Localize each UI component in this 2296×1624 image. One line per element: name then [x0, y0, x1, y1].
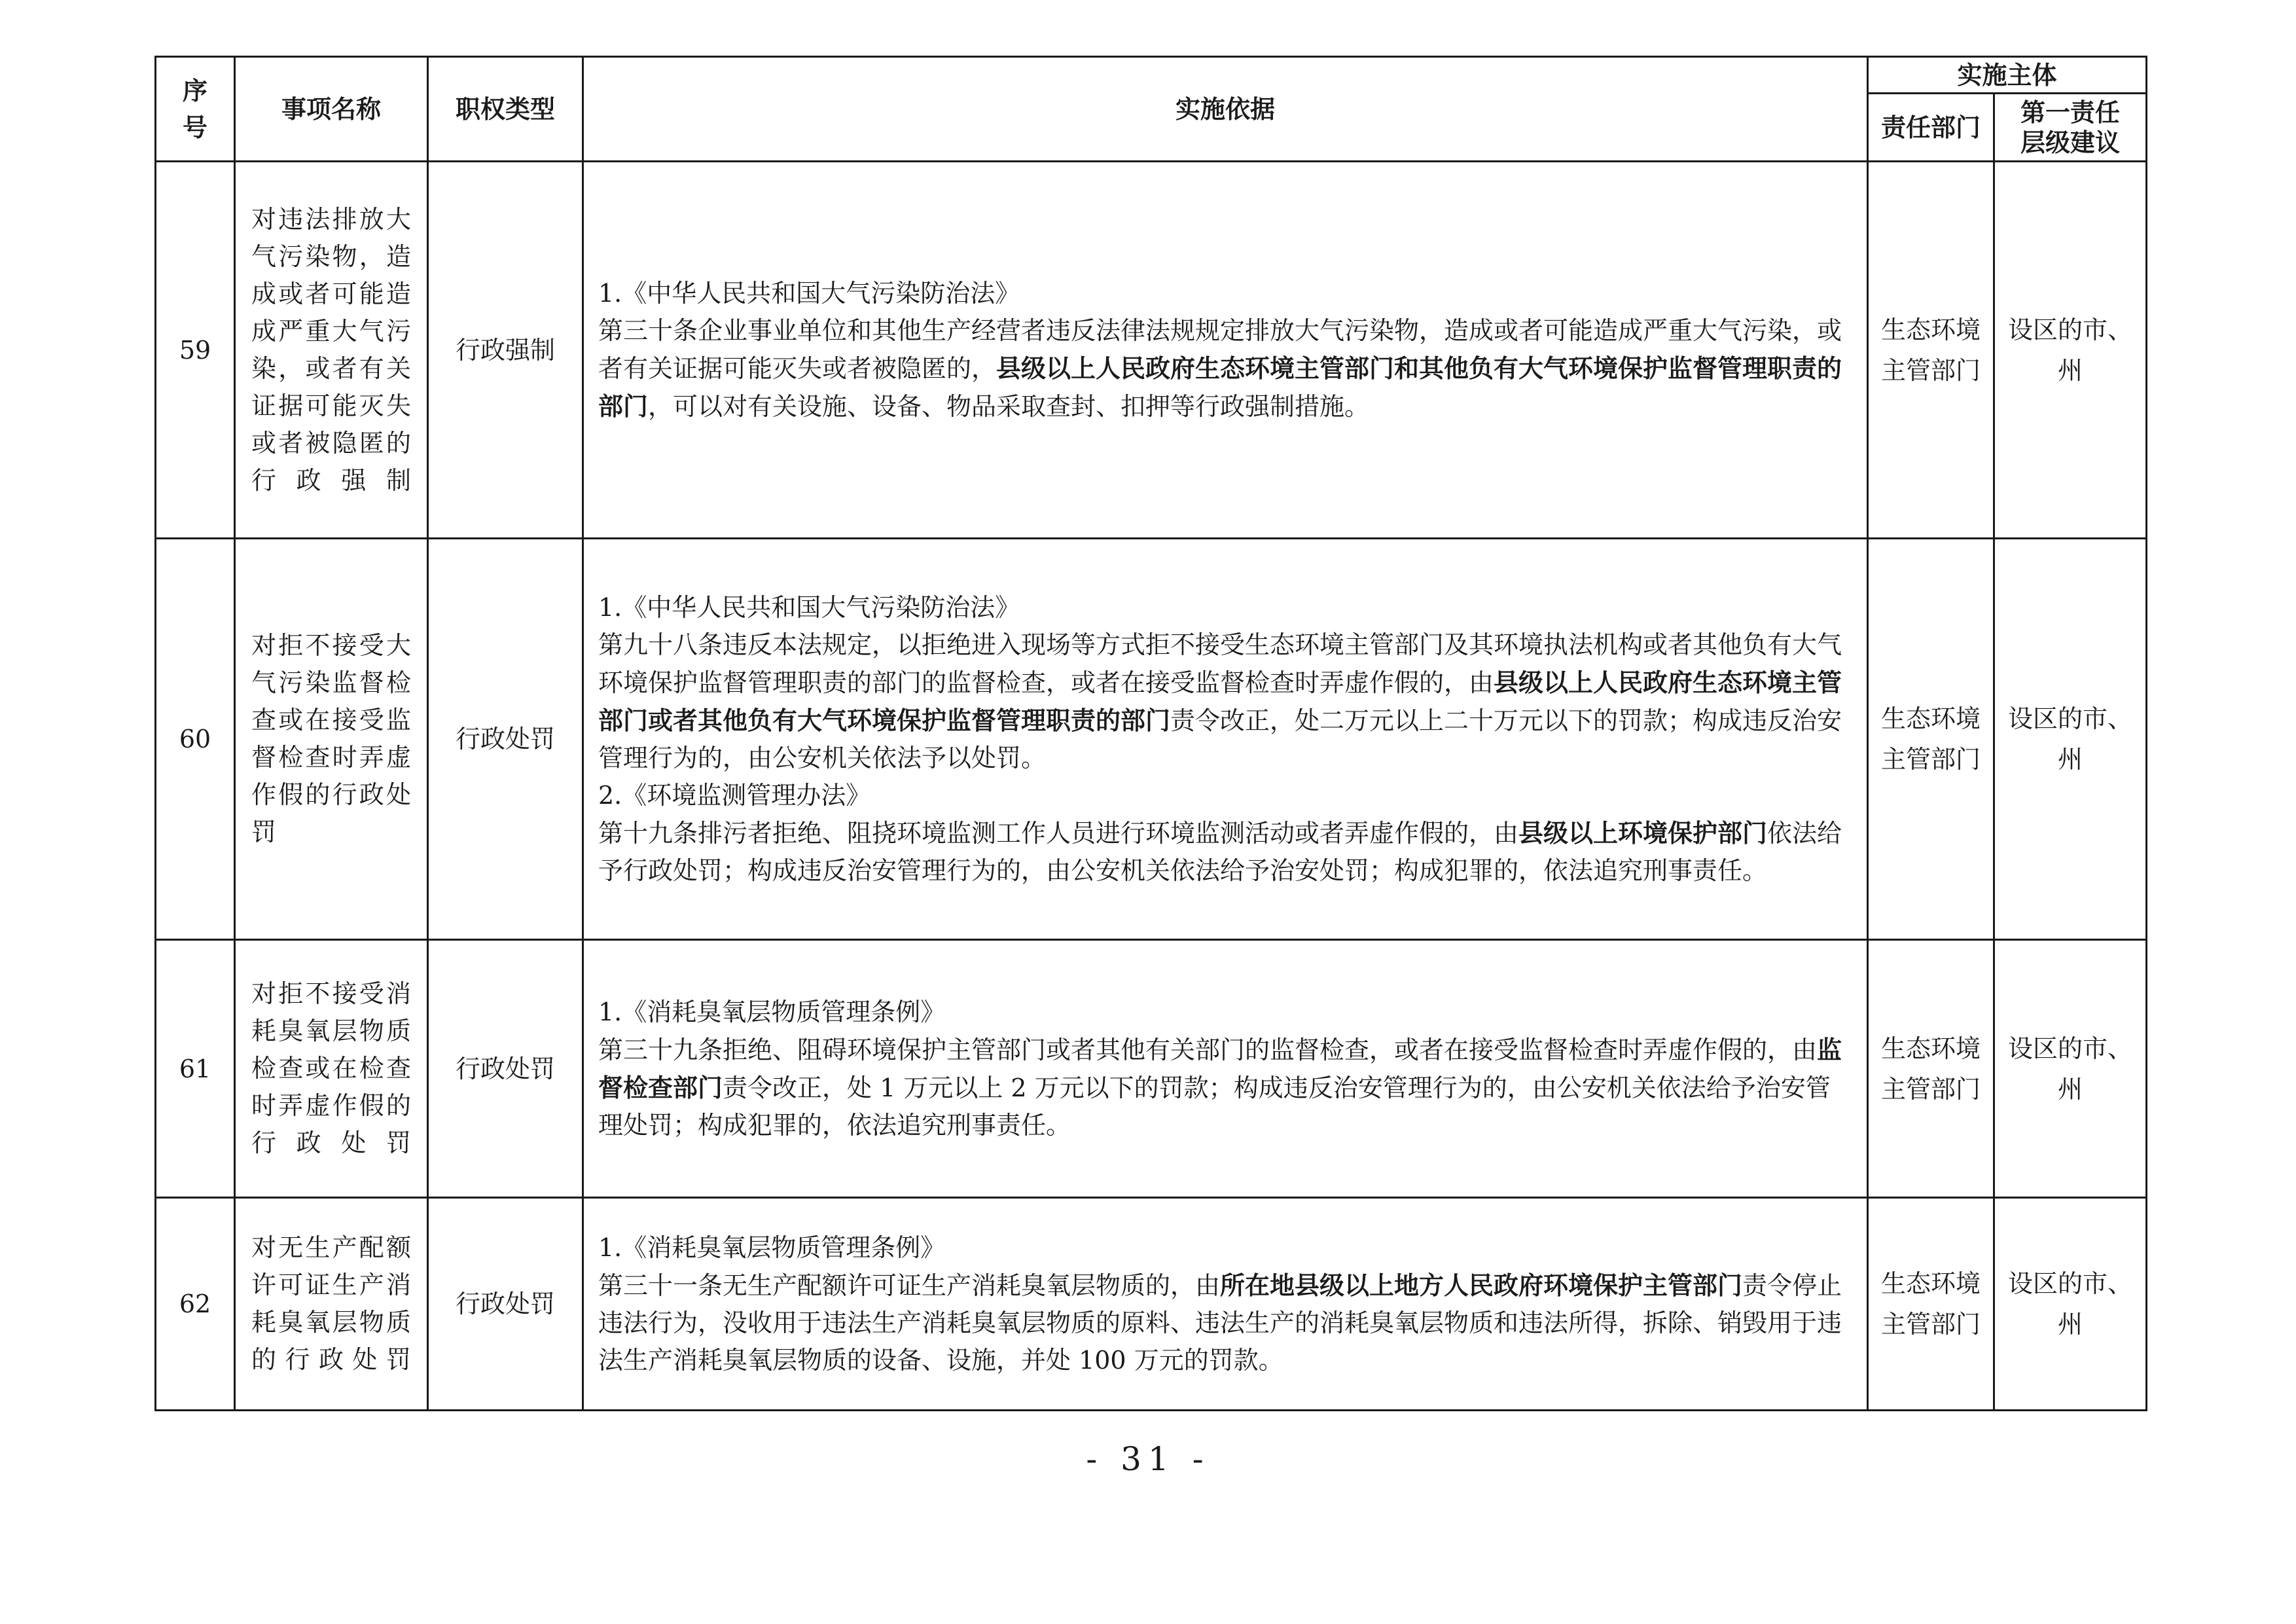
item-name: 对违法排放大气污染物，造成或者可能造成严重大气污染，或者有关证据可能灭失或者被隐匿的行政强制 [235, 162, 428, 539]
responsible-dept: 生态环境主管部门 [1868, 940, 1994, 1198]
basis-cell [583, 539, 1868, 940]
table-row [156, 1198, 2147, 1411]
responsible-dept: 生态环境主管部门 [1868, 1198, 1994, 1411]
responsible-level: 设区的市、州 [1994, 539, 2147, 940]
clause-authority-bold: 县级以上人民政府生态环境主管部门和其他负有大气环境保护监督管理职责的部门 [598, 353, 1842, 421]
basis-law-title: 2.《环境监测管理办法》 [598, 780, 871, 810]
header-seq [156, 57, 235, 162]
clause-text: 第三十条企业事业单位和其他生产经营者违反法律法规规定排放大气污染物，造成或者可能造成严重大气污染，或者有关证据可能灭失或者被隐匿的， [598, 316, 1842, 383]
basis-cell [583, 1198, 1868, 1411]
header-seq-line1: 序 [182, 75, 207, 105]
responsible-level: 设区的市、州 [1994, 162, 2147, 539]
header-seq-line2: 号 [182, 112, 207, 142]
clause-authority-bold: 县级以上人民政府生态环境主管部门或者其他负有大气环境保护监督管理职责的部门 [598, 667, 1842, 735]
responsible-level: 设区的市、州 [1994, 940, 2147, 1198]
header-power-type: 职权类型 [428, 57, 583, 162]
basis-cell [583, 162, 1868, 539]
power-type: 行政处罚 [428, 1198, 583, 1411]
clause-text: 责令改正，处二万元以上二十万元以下的罚款；构成违反治安管理行为的，由公安机关依法予以处罚。 [598, 706, 1842, 772]
table-row [156, 539, 2147, 940]
responsible-dept: 生态环境主管部门 [1868, 539, 1994, 940]
clause-text: 第九十八条违反本法规定，以拒绝进入现场等方式拒不接受生态环境主管部门及其环境执法机构或者其他负有大气环境保护监督管理职责的部门的监督检查，或者在接受监督检查时弄虚作假的，由 [598, 630, 1842, 697]
basis-clause [598, 626, 1852, 777]
clause-text: 第三十一条无生产配额许可证生产消耗臭氧层物质的，由 [598, 1271, 1221, 1300]
table-row [156, 162, 2147, 539]
basis-clause [598, 814, 1852, 890]
basis-clause [598, 1267, 1852, 1379]
item-name: 对无生产配额许可证生产消耗臭氧层物质的行政处罚 [235, 1198, 428, 1411]
row-number: 62 [156, 1198, 235, 1411]
row-number: 61 [156, 940, 235, 1198]
table-row [156, 940, 2147, 1198]
clause-authority-bold: 县级以上环境保护部门 [1518, 818, 1768, 848]
clause-text: 第三十九条拒绝、阻碍环境保护主管部门或者其他有关部门的监督检查，或者在接受监督检查时弄虚作假的，由 [598, 1035, 1818, 1064]
header-row-1 [156, 57, 2147, 94]
page-number: - 31 - [1086, 1440, 1210, 1478]
header-subject: 实施主体 [1868, 57, 2147, 94]
basis-cell [583, 940, 1868, 1198]
clause-text: 第十九条排污者拒绝、阻挠环境监测工作人员进行环境监测活动或者弄虚作假的，由 [598, 818, 1519, 848]
basis-law-title: 1.《消耗臭氧层物质管理条例》 [598, 1233, 946, 1262]
responsible-dept: 生态环境主管部门 [1868, 162, 1994, 539]
basis-law-title: 1.《中华人民共和国大气污染防治法》 [598, 278, 1020, 308]
basis-law-title: 1.《中华人民共和国大气污染防治法》 [598, 592, 1020, 622]
row-number: 59 [156, 162, 235, 539]
clause-text: 依法给予行政处罚；构成违反治安管理行为的，由公安机关依法给予治安处罚；构成犯罪的，依法追究刑事责任。 [598, 818, 1842, 885]
clause-text: 责令改正，处 1 万元以上 2 万元以下的罚款；构成违反治安管理行为的，由公安机关依法给予治安管理处罚；构成犯罪的，依法追究刑事责任。 [598, 1073, 1831, 1140]
header-level-line2: 层级建议 [2020, 127, 2121, 157]
basis-clause [598, 312, 1852, 425]
responsible-level: 设区的市、州 [1994, 1198, 2147, 1411]
header-level [1994, 94, 2147, 162]
basis-law-title: 1.《消耗臭氧层物质管理条例》 [598, 997, 946, 1026]
item-name: 对拒不接受消耗臭氧层物质检查或在检查时弄虚作假的行政处罚 [235, 940, 428, 1198]
power-type: 行政处罚 [428, 539, 583, 940]
clause-authority-bold: 所在地县级以上地方人民政府环境保护主管部门 [1220, 1270, 1743, 1300]
power-type: 行政处罚 [428, 940, 583, 1198]
header-dept: 责任部门 [1868, 94, 1994, 162]
clause-authority-bold: 监督检查部门 [598, 1034, 1842, 1102]
header-item-name: 事项名称 [235, 57, 428, 162]
clause-text: ，可以对有关设施、设备、物品采取查封、扣押等行政强制措施。 [648, 391, 1370, 421]
basis-clause [598, 1031, 1852, 1144]
power-type: 行政强制 [428, 162, 583, 539]
item-name: 对拒不接受大气污染监督检查或在接受监督检查时弄虚作假的行政处罚 [235, 539, 428, 940]
row-number: 60 [156, 539, 235, 940]
header-basis: 实施依据 [583, 57, 1868, 162]
document-table [154, 56, 2147, 1411]
clause-text: 责令停止违法行为，没收用于违法生产消耗臭氧层物质的原料、违法生产的消耗臭氧层物质和违法所得，拆除、销毁用于违法生产消耗臭氧层物质的设备、设施，并处 100 万元的罚款。 [598, 1271, 1842, 1375]
header-level-line1: 第一责任 [2020, 97, 2121, 127]
